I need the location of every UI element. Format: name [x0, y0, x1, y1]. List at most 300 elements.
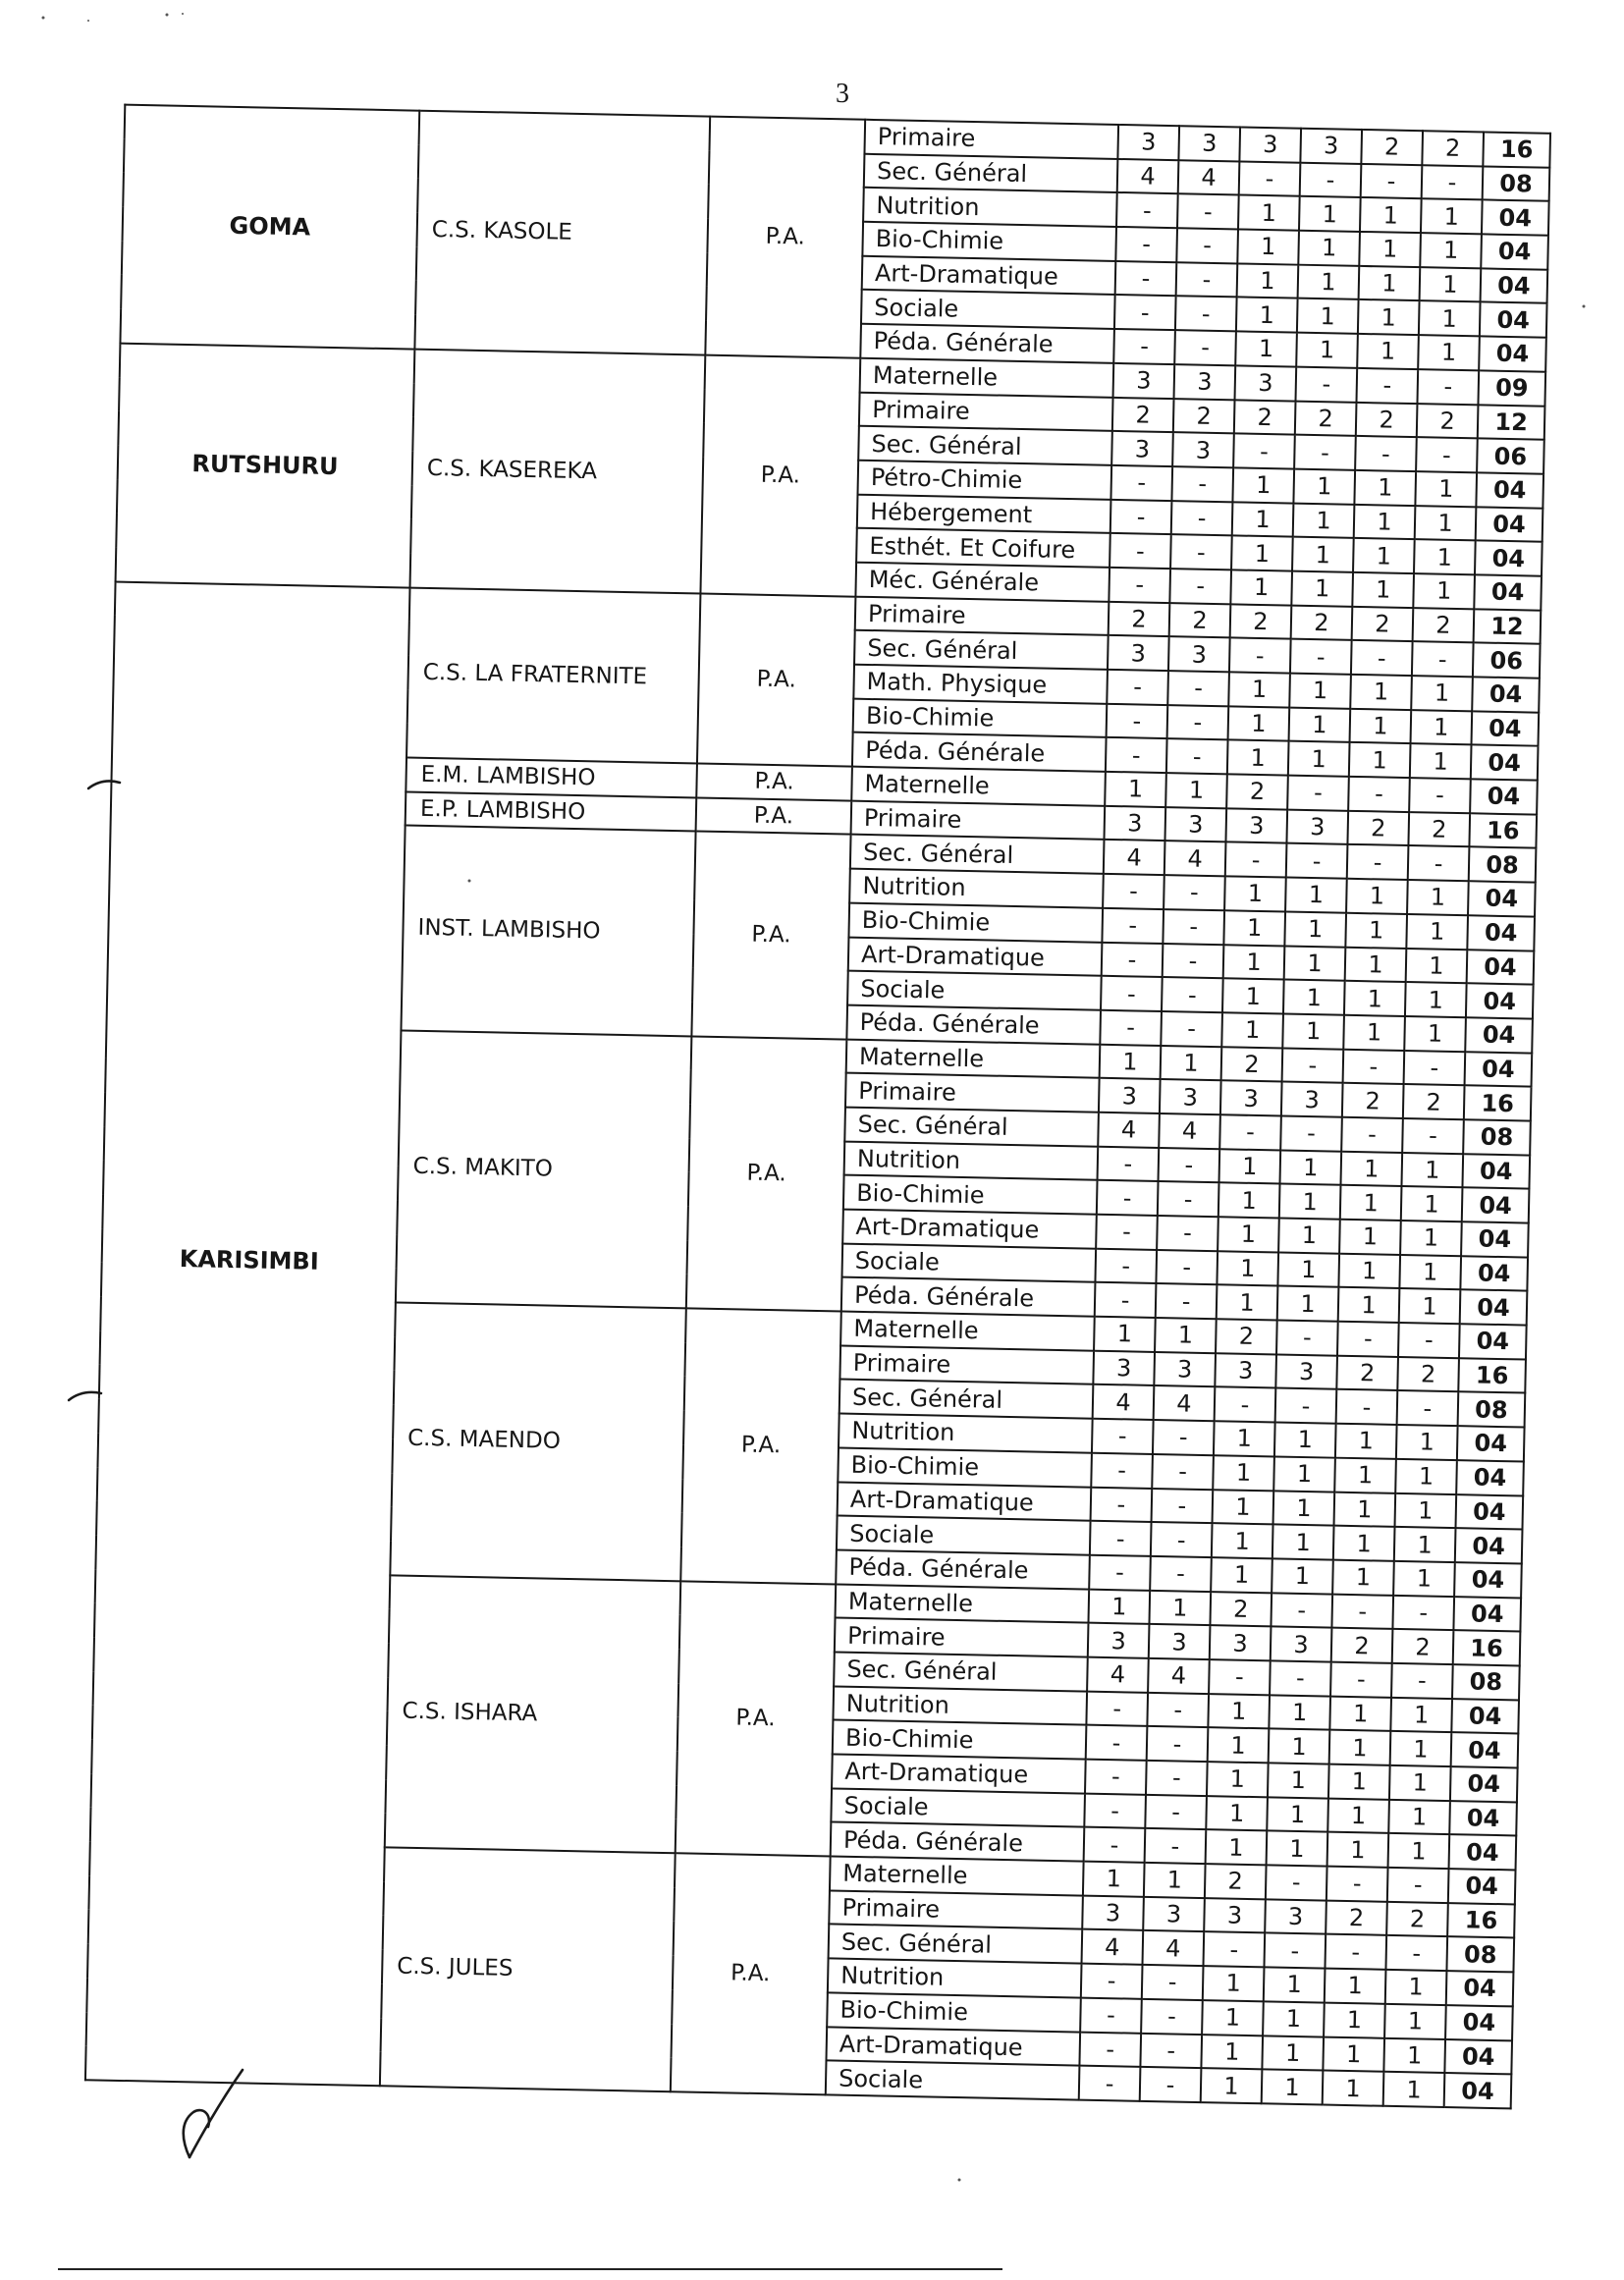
- value-cell: -: [1176, 228, 1238, 263]
- value-cell: 1: [1335, 1424, 1397, 1459]
- value-cell: -: [1336, 1389, 1398, 1425]
- status-cell: P.A.: [686, 1036, 847, 1312]
- total-cell: 04: [1455, 1528, 1523, 1563]
- value-cell: 1: [1383, 2072, 1445, 2107]
- value-cell: -: [1167, 671, 1229, 706]
- value-cell: 1: [1325, 1969, 1386, 2004]
- value-cell: 1: [1393, 1561, 1455, 1597]
- value-cell: 2: [1422, 131, 1484, 166]
- value-cell: -: [1163, 944, 1224, 979]
- value-cell: 1: [1354, 470, 1416, 506]
- option-cell: Péda. Générale: [846, 1004, 1101, 1044]
- value-cell: -: [1343, 1049, 1405, 1084]
- value-cell: 1: [1340, 1151, 1402, 1186]
- school-name-cell: E.P. LAMBISHO: [406, 791, 697, 832]
- value-cell: -: [1266, 1865, 1327, 1900]
- value-cell: 1: [1413, 573, 1475, 609]
- value-cell: 1: [1283, 980, 1345, 1015]
- total-cell: 16: [1469, 813, 1537, 848]
- total-cell: 08: [1469, 847, 1537, 883]
- status-cell: P.A.: [696, 797, 852, 835]
- value-cell: 1: [1328, 1764, 1390, 1800]
- value-cell: 1: [1203, 1966, 1265, 2001]
- value-cell: 1: [1238, 195, 1300, 231]
- value-cell: 2: [1326, 1900, 1387, 1935]
- total-cell: 04: [1444, 2039, 1512, 2075]
- option-cell: Sociale: [841, 1243, 1096, 1282]
- value-cell: 2: [1291, 605, 1353, 640]
- value-cell: 1: [1388, 1800, 1450, 1835]
- value-cell: 4: [1148, 1658, 1210, 1694]
- total-cell: 04: [1451, 1699, 1519, 1734]
- total-cell: 04: [1456, 1460, 1524, 1495]
- value-cell: 1: [1155, 1318, 1217, 1353]
- value-cell: 1: [1345, 947, 1407, 982]
- value-cell: -: [1085, 1760, 1147, 1795]
- region-name-cell: KARISIMBI: [85, 581, 410, 2086]
- value-cell: 1: [1267, 1797, 1328, 1832]
- value-cell: 3: [1235, 365, 1297, 401]
- total-cell: 04: [1449, 1801, 1517, 1836]
- value-cell: -: [1084, 1827, 1146, 1863]
- option-cell: Math. Physique: [853, 665, 1108, 704]
- value-cell: 1: [1223, 945, 1285, 980]
- value-cell: 1: [1292, 537, 1354, 572]
- value-cell: 1: [1211, 1557, 1272, 1593]
- value-cell: 2: [1408, 812, 1470, 847]
- value-cell: 1: [1327, 1832, 1389, 1868]
- total-cell: 04: [1453, 1597, 1521, 1632]
- value-cell: 4: [1087, 1657, 1149, 1693]
- value-cell: -: [1092, 1419, 1154, 1454]
- value-cell: 4: [1159, 1113, 1220, 1149]
- school-name-cell: C.S. MAENDO: [390, 1302, 686, 1580]
- value-cell: 1: [1334, 1457, 1396, 1493]
- value-cell: 1: [1277, 1286, 1339, 1322]
- value-cell: -: [1163, 909, 1224, 945]
- value-cell: -: [1404, 1051, 1466, 1086]
- value-cell: -: [1166, 738, 1228, 774]
- value-cell: 1: [1273, 1491, 1335, 1526]
- value-cell: 3: [1300, 129, 1362, 164]
- value-cell: 4: [1117, 159, 1179, 194]
- value-cell: 3: [1275, 1354, 1337, 1389]
- value-cell: 1: [1299, 196, 1361, 232]
- option-cell: Péda. Générale: [841, 1277, 1096, 1317]
- value-cell: 1: [1217, 1251, 1278, 1286]
- value-cell: 3: [1104, 806, 1165, 841]
- value-cell: -: [1147, 1693, 1209, 1728]
- value-cell: 1: [1284, 911, 1346, 947]
- value-cell: -: [1280, 1115, 1342, 1151]
- value-cell: 3: [1099, 1078, 1161, 1113]
- option-cell: Bio-Chimie: [848, 902, 1103, 942]
- option-cell: Nutrition: [839, 1414, 1093, 1453]
- value-cell: 2: [1169, 603, 1231, 638]
- value-cell: -: [1152, 1488, 1214, 1523]
- value-cell: 2: [1413, 608, 1475, 643]
- value-cell: 1: [1390, 1731, 1452, 1766]
- value-cell: -: [1408, 845, 1470, 881]
- total-cell: 04: [1457, 1426, 1525, 1461]
- total-cell: 04: [1481, 268, 1548, 303]
- option-cell: Art-Dramatique: [826, 2027, 1080, 2066]
- data-table-grid: [84, 104, 1551, 2110]
- option-cell: Art-Dramatique: [838, 1482, 1092, 1521]
- value-cell: 3: [1265, 1899, 1326, 1934]
- value-cell: 1: [1332, 1560, 1394, 1596]
- total-cell: 04: [1460, 1256, 1528, 1291]
- value-cell: 1: [1359, 232, 1421, 267]
- page-number: 3: [836, 79, 849, 109]
- total-cell: 04: [1448, 1869, 1516, 1904]
- option-cell: Nutrition: [833, 1686, 1087, 1725]
- value-cell: -: [1106, 737, 1167, 773]
- value-cell: 4: [1154, 1385, 1216, 1421]
- value-cell: -: [1150, 1556, 1212, 1592]
- value-cell: -: [1387, 1868, 1449, 1903]
- value-cell: 1: [1349, 742, 1411, 778]
- option-cell: Sec. Général: [839, 1380, 1094, 1419]
- value-cell: 1: [1421, 199, 1483, 235]
- value-cell: 1: [1420, 233, 1482, 268]
- option-cell: Sociale: [826, 2061, 1080, 2100]
- value-cell: -: [1100, 1010, 1162, 1046]
- value-cell: -: [1385, 1935, 1447, 1971]
- value-cell: -: [1300, 162, 1362, 197]
- value-cell: -: [1409, 778, 1471, 813]
- value-cell: -: [1337, 1322, 1399, 1357]
- data-table: [84, 104, 1549, 2110]
- value-cell: 3: [1271, 1627, 1332, 1662]
- value-cell: 3: [1239, 127, 1301, 162]
- value-cell: 1: [1206, 1796, 1268, 1831]
- value-cell: -: [1239, 161, 1301, 196]
- value-cell: 1: [1278, 1218, 1340, 1253]
- option-cell: Art-Dramatique: [848, 937, 1103, 976]
- value-cell: -: [1079, 2066, 1141, 2101]
- total-cell: 04: [1467, 915, 1535, 950]
- value-cell: -: [1145, 1795, 1207, 1830]
- value-cell: -: [1115, 261, 1177, 297]
- option-cell: Nutrition: [828, 1959, 1082, 1998]
- value-cell: 1: [1350, 709, 1412, 744]
- value-cell: 1: [1383, 2037, 1445, 2073]
- value-cell: 1: [1298, 231, 1360, 266]
- total-cell: 04: [1455, 1494, 1523, 1530]
- value-cell: -: [1176, 262, 1238, 298]
- value-cell: -: [1398, 1323, 1460, 1358]
- total-cell: 08: [1446, 1936, 1514, 1972]
- total-cell: 04: [1476, 472, 1543, 508]
- value-cell: 1: [1217, 1285, 1278, 1321]
- value-cell: 1: [1350, 675, 1412, 710]
- option-cell: Bio-Chimie: [827, 1992, 1081, 2032]
- value-cell: -: [1286, 843, 1348, 879]
- value-cell: -: [1391, 1663, 1453, 1699]
- total-cell: 04: [1454, 1562, 1522, 1598]
- option-cell: Péda. Générale: [852, 733, 1107, 772]
- value-cell: 4: [1082, 1929, 1144, 1965]
- value-cell: 1: [1399, 1288, 1461, 1324]
- value-cell: 1: [1228, 672, 1290, 707]
- value-cell: 1: [1344, 981, 1406, 1016]
- value-cell: -: [1171, 501, 1233, 536]
- value-cell: 1: [1360, 197, 1422, 233]
- value-cell: -: [1325, 1934, 1386, 1970]
- value-cell: -: [1392, 1595, 1454, 1630]
- value-cell: 1: [1206, 1829, 1268, 1865]
- value-cell: -: [1157, 1216, 1218, 1251]
- value-cell: 1: [1269, 1695, 1330, 1730]
- value-cell: -: [1177, 194, 1239, 230]
- status-cell: P.A.: [700, 354, 860, 596]
- status-cell: P.A.: [671, 1853, 831, 2094]
- value-cell: 3: [1215, 1353, 1276, 1388]
- value-cell: 1: [1235, 332, 1297, 367]
- option-cell: Maternelle: [836, 1584, 1090, 1623]
- value-cell: -: [1275, 1388, 1337, 1424]
- value-cell: -: [1091, 1487, 1153, 1522]
- total-cell: 16: [1458, 1358, 1526, 1393]
- value-cell: 1: [1338, 1287, 1400, 1323]
- value-cell: 1: [1279, 1150, 1341, 1185]
- total-cell: 04: [1481, 234, 1548, 269]
- value-cell: -: [1098, 1146, 1160, 1181]
- value-cell: 3: [1143, 1897, 1205, 1932]
- value-cell: -: [1095, 1282, 1157, 1318]
- value-cell: -: [1348, 777, 1410, 812]
- value-cell: 1: [1340, 1185, 1402, 1221]
- total-cell: 04: [1470, 779, 1538, 814]
- total-cell: 12: [1474, 609, 1542, 644]
- value-cell: 3: [1117, 125, 1179, 160]
- value-cell: 1: [1207, 1762, 1269, 1797]
- status-cell: P.A.: [697, 593, 855, 767]
- value-cell: 3: [1082, 1895, 1144, 1930]
- value-cell: 1: [1406, 914, 1468, 950]
- value-cell: 1: [1395, 1459, 1457, 1494]
- value-cell: -: [1422, 165, 1484, 200]
- total-cell: 09: [1478, 370, 1545, 406]
- value-cell: 3: [1108, 635, 1169, 671]
- total-cell: 04: [1462, 1188, 1530, 1223]
- value-cell: -: [1107, 704, 1168, 739]
- status-cell: P.A.: [676, 1581, 837, 1857]
- value-cell: -: [1209, 1659, 1271, 1695]
- value-cell: 1: [1414, 539, 1476, 574]
- value-cell: 2: [1386, 1902, 1448, 1937]
- value-cell: 1: [1083, 1862, 1145, 1897]
- value-cell: 1: [1208, 1694, 1270, 1729]
- total-cell: 04: [1462, 1154, 1530, 1189]
- value-cell: -: [1101, 976, 1163, 1011]
- value-cell: 4: [1178, 160, 1240, 195]
- value-cell: -: [1110, 533, 1171, 569]
- option-cell: Maternelle: [846, 1039, 1101, 1078]
- value-cell: 1: [1213, 1490, 1274, 1525]
- status-cell: P.A.: [696, 764, 852, 801]
- total-cell: 04: [1474, 574, 1542, 610]
- school-name-cell: C.S. JULES: [380, 1847, 676, 2091]
- value-cell: 1: [1291, 571, 1353, 607]
- value-cell: 3: [1286, 809, 1348, 844]
- value-cell: -: [1115, 227, 1177, 262]
- value-cell: 1: [1219, 1149, 1281, 1184]
- total-cell: 08: [1463, 1119, 1531, 1155]
- total-cell: 04: [1472, 711, 1540, 746]
- option-cell: Sec. Général: [850, 835, 1105, 874]
- value-cell: -: [1271, 1593, 1332, 1628]
- value-cell: -: [1169, 569, 1231, 604]
- total-cell: 04: [1466, 983, 1534, 1018]
- value-cell: 1: [1293, 469, 1355, 505]
- value-cell: 1: [1262, 2069, 1324, 2104]
- value-cell: 1: [1223, 910, 1285, 946]
- option-cell: Hébergement: [857, 494, 1111, 533]
- margin-tick-mark: [69, 1392, 101, 1400]
- value-cell: 1: [1359, 266, 1421, 301]
- value-cell: -: [1152, 1454, 1214, 1490]
- value-cell: -: [1110, 499, 1172, 534]
- value-cell: -: [1287, 776, 1349, 811]
- option-cell: Maternelle: [851, 767, 1106, 806]
- option-cell: Nutrition: [849, 869, 1104, 908]
- value-cell: 1: [1284, 946, 1346, 981]
- value-cell: -: [1412, 641, 1474, 677]
- value-cell: 1: [1218, 1217, 1279, 1252]
- option-cell: Primaire: [859, 392, 1113, 431]
- value-cell: 2: [1230, 604, 1292, 639]
- value-cell: 1: [1088, 1589, 1150, 1624]
- value-cell: -: [1356, 368, 1418, 404]
- value-cell: 1: [1231, 536, 1293, 571]
- value-cell: 1: [1264, 1967, 1326, 2002]
- value-cell: 1: [1297, 299, 1359, 334]
- value-cell: 1: [1323, 2071, 1384, 2106]
- value-cell: -: [1170, 534, 1232, 570]
- value-cell: -: [1110, 465, 1172, 501]
- total-cell: 16: [1483, 132, 1550, 167]
- value-cell: -: [1215, 1387, 1276, 1423]
- value-cell: 1: [1144, 1863, 1206, 1898]
- total-cell: 08: [1452, 1664, 1520, 1700]
- value-cell: 1: [1346, 879, 1408, 914]
- option-cell: Sec. Général: [858, 426, 1112, 465]
- value-cell: 2: [1205, 1864, 1267, 1899]
- option-cell: Primaire: [829, 1890, 1083, 1929]
- value-cell: 1: [1273, 1456, 1335, 1492]
- value-cell: 4: [1093, 1384, 1155, 1420]
- value-cell: 1: [1352, 572, 1414, 608]
- total-cell: 04: [1461, 1221, 1529, 1257]
- value-cell: -: [1102, 942, 1164, 977]
- value-cell: -: [1351, 640, 1413, 676]
- value-cell: -: [1167, 705, 1229, 740]
- value-cell: 1: [1400, 1221, 1462, 1256]
- total-cell: 06: [1473, 643, 1541, 679]
- value-cell: 2: [1417, 404, 1479, 439]
- value-cell: 1: [1267, 1831, 1328, 1867]
- value-cell: 1: [1277, 1252, 1339, 1287]
- value-cell: 1: [1289, 707, 1351, 742]
- total-cell: 16: [1447, 1903, 1515, 1938]
- option-cell: Sec. Général: [829, 1925, 1083, 1964]
- option-cell: Primaire: [845, 1073, 1100, 1113]
- value-cell: -: [1417, 369, 1479, 405]
- total-cell: 04: [1480, 302, 1547, 338]
- value-cell: 4: [1098, 1113, 1160, 1148]
- value-cell: 3: [1154, 1352, 1216, 1387]
- value-cell: -: [1164, 875, 1225, 910]
- value-cell: -: [1091, 1453, 1153, 1489]
- value-cell: -: [1097, 1180, 1159, 1216]
- value-cell: -: [1175, 297, 1237, 332]
- value-cell: -: [1142, 1965, 1204, 2000]
- value-cell: -: [1153, 1420, 1215, 1455]
- option-cell: Bio-Chimie: [838, 1447, 1092, 1487]
- option-cell: Péda. Générale: [831, 1822, 1085, 1862]
- option-cell: Méc. Générale: [855, 563, 1110, 602]
- value-cell: 3: [1111, 431, 1173, 466]
- option-cell: Primaire: [835, 1618, 1089, 1657]
- value-cell: 3: [1220, 1081, 1282, 1116]
- total-cell: 04: [1444, 2073, 1512, 2108]
- value-cell: 2: [1226, 774, 1288, 809]
- value-cell: -: [1296, 366, 1358, 402]
- value-cell: 2: [1221, 1047, 1283, 1082]
- value-cell: -: [1146, 1761, 1208, 1796]
- total-cell: 04: [1468, 881, 1536, 916]
- total-cell: 04: [1449, 1834, 1517, 1870]
- value-cell: -: [1282, 1048, 1344, 1083]
- value-cell: 1: [1165, 773, 1227, 808]
- value-cell: -: [1080, 1997, 1142, 2033]
- total-cell: 04: [1465, 1017, 1533, 1053]
- value-cell: -: [1233, 434, 1295, 469]
- option-cell: Nutrition: [844, 1141, 1099, 1180]
- option-cell: Pétro-Chimie: [858, 461, 1112, 500]
- total-cell: 06: [1477, 439, 1544, 474]
- total-cell: 08: [1483, 166, 1550, 201]
- value-cell: 2: [1216, 1319, 1277, 1354]
- value-cell: 1: [1298, 264, 1360, 299]
- option-cell: Bio-Chimie: [843, 1175, 1098, 1215]
- value-cell: 1: [1324, 2002, 1385, 2037]
- value-cell: 1: [1418, 335, 1480, 370]
- value-cell: -: [1084, 1793, 1146, 1828]
- value-cell: -: [1147, 1726, 1209, 1762]
- value-cell: 1: [1289, 674, 1351, 709]
- value-cell: 1: [1202, 2000, 1264, 2036]
- value-cell: 1: [1262, 2036, 1324, 2071]
- total-cell: 04: [1451, 1732, 1519, 1767]
- value-cell: 3: [1210, 1625, 1272, 1660]
- option-cell: Maternelle: [830, 1856, 1084, 1895]
- value-cell: -: [1090, 1521, 1152, 1556]
- option-cell: Bio-Chimie: [853, 698, 1108, 737]
- option-cell: Sociale: [837, 1516, 1091, 1555]
- value-cell: 1: [1263, 2001, 1325, 2036]
- value-cell: 1: [1339, 1220, 1401, 1255]
- value-cell: -: [1326, 1867, 1388, 1902]
- total-cell: 04: [1459, 1324, 1527, 1359]
- value-cell: 1: [1404, 1016, 1466, 1052]
- region-name-cell: GOMA: [120, 105, 419, 350]
- value-cell: 2: [1397, 1357, 1459, 1392]
- value-cell: 1: [1232, 467, 1294, 503]
- bottom-rule: [58, 2268, 1002, 2270]
